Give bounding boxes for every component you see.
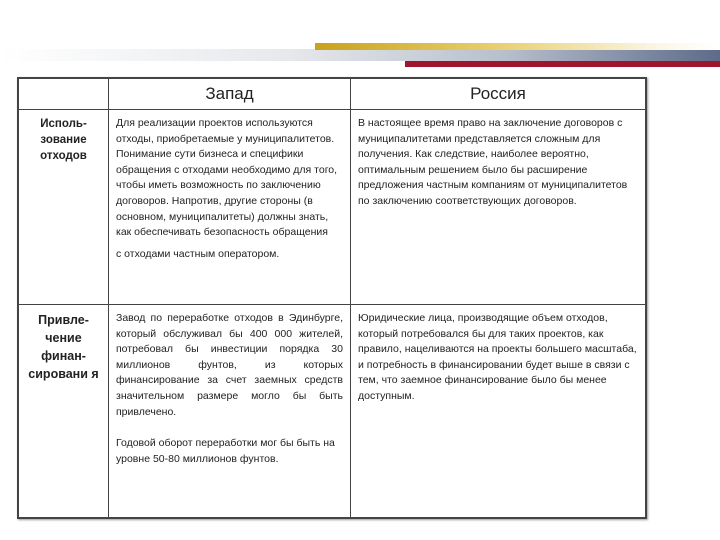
row-label: Привле-чение финан-сировани я (18, 305, 109, 519)
cell-text: Для реализации проектов используются отходы, приобретаемые у муниципалитетов. Понимание сути бизнеса и специфики обращения с отходами необходимо для того, чтобы иметь возможность по заключению договоров. Напротив, другие стороны (в основном, муниципалитеты) должны знать, как обеспечивать безопасность обращения (116, 117, 338, 239)
header-empty (18, 78, 109, 110)
russia-cell: Юридические лица, производящие объем отходов, который потребовался бы для таких проектов, как правило, нацеливаются на проекты большего масштаба, и потребность в финансировании будет выше в связи с тем, что заемное финансирование было бы менее доступным. (351, 305, 647, 519)
cell-text: Годовой оборот переработки мог бы быть на уровне 50-80 миллионов фунтов. (116, 437, 335, 465)
table-header-row (18, 78, 646, 110)
russia-cell: В настоящее время право на заключение договоров с муниципалитетами представляется сложным для получения. Как следствие, наиболее вероятно, оптимальным решением было бы расширение предложения частным компаниям от муниципалитетов по заключению соответствующих договоров. (351, 110, 647, 305)
table-row (18, 110, 646, 305)
header-west: Запад (109, 78, 351, 110)
west-cell (109, 110, 351, 305)
table-row (18, 305, 646, 519)
decor-gold-bar (315, 43, 720, 50)
cell-text: с отходами частным оператором. (116, 247, 280, 260)
header-russia: Россия (351, 78, 647, 110)
row-label: Исполь-зование отходов (18, 110, 109, 305)
cell-text: Завод по переработке отходов в Эдинбурге, который обслуживал бы 400 000 жителей, потребовал бы инвестиции порядка 30 миллионов фунтов, из которых финансирование за счет заемных средств значительном размере могло бы быть привлечено. (116, 312, 343, 418)
decor-red-bar (405, 61, 720, 67)
decor-gray-bar (0, 49, 720, 61)
comparison-table (17, 77, 647, 519)
west-cell (109, 305, 351, 519)
